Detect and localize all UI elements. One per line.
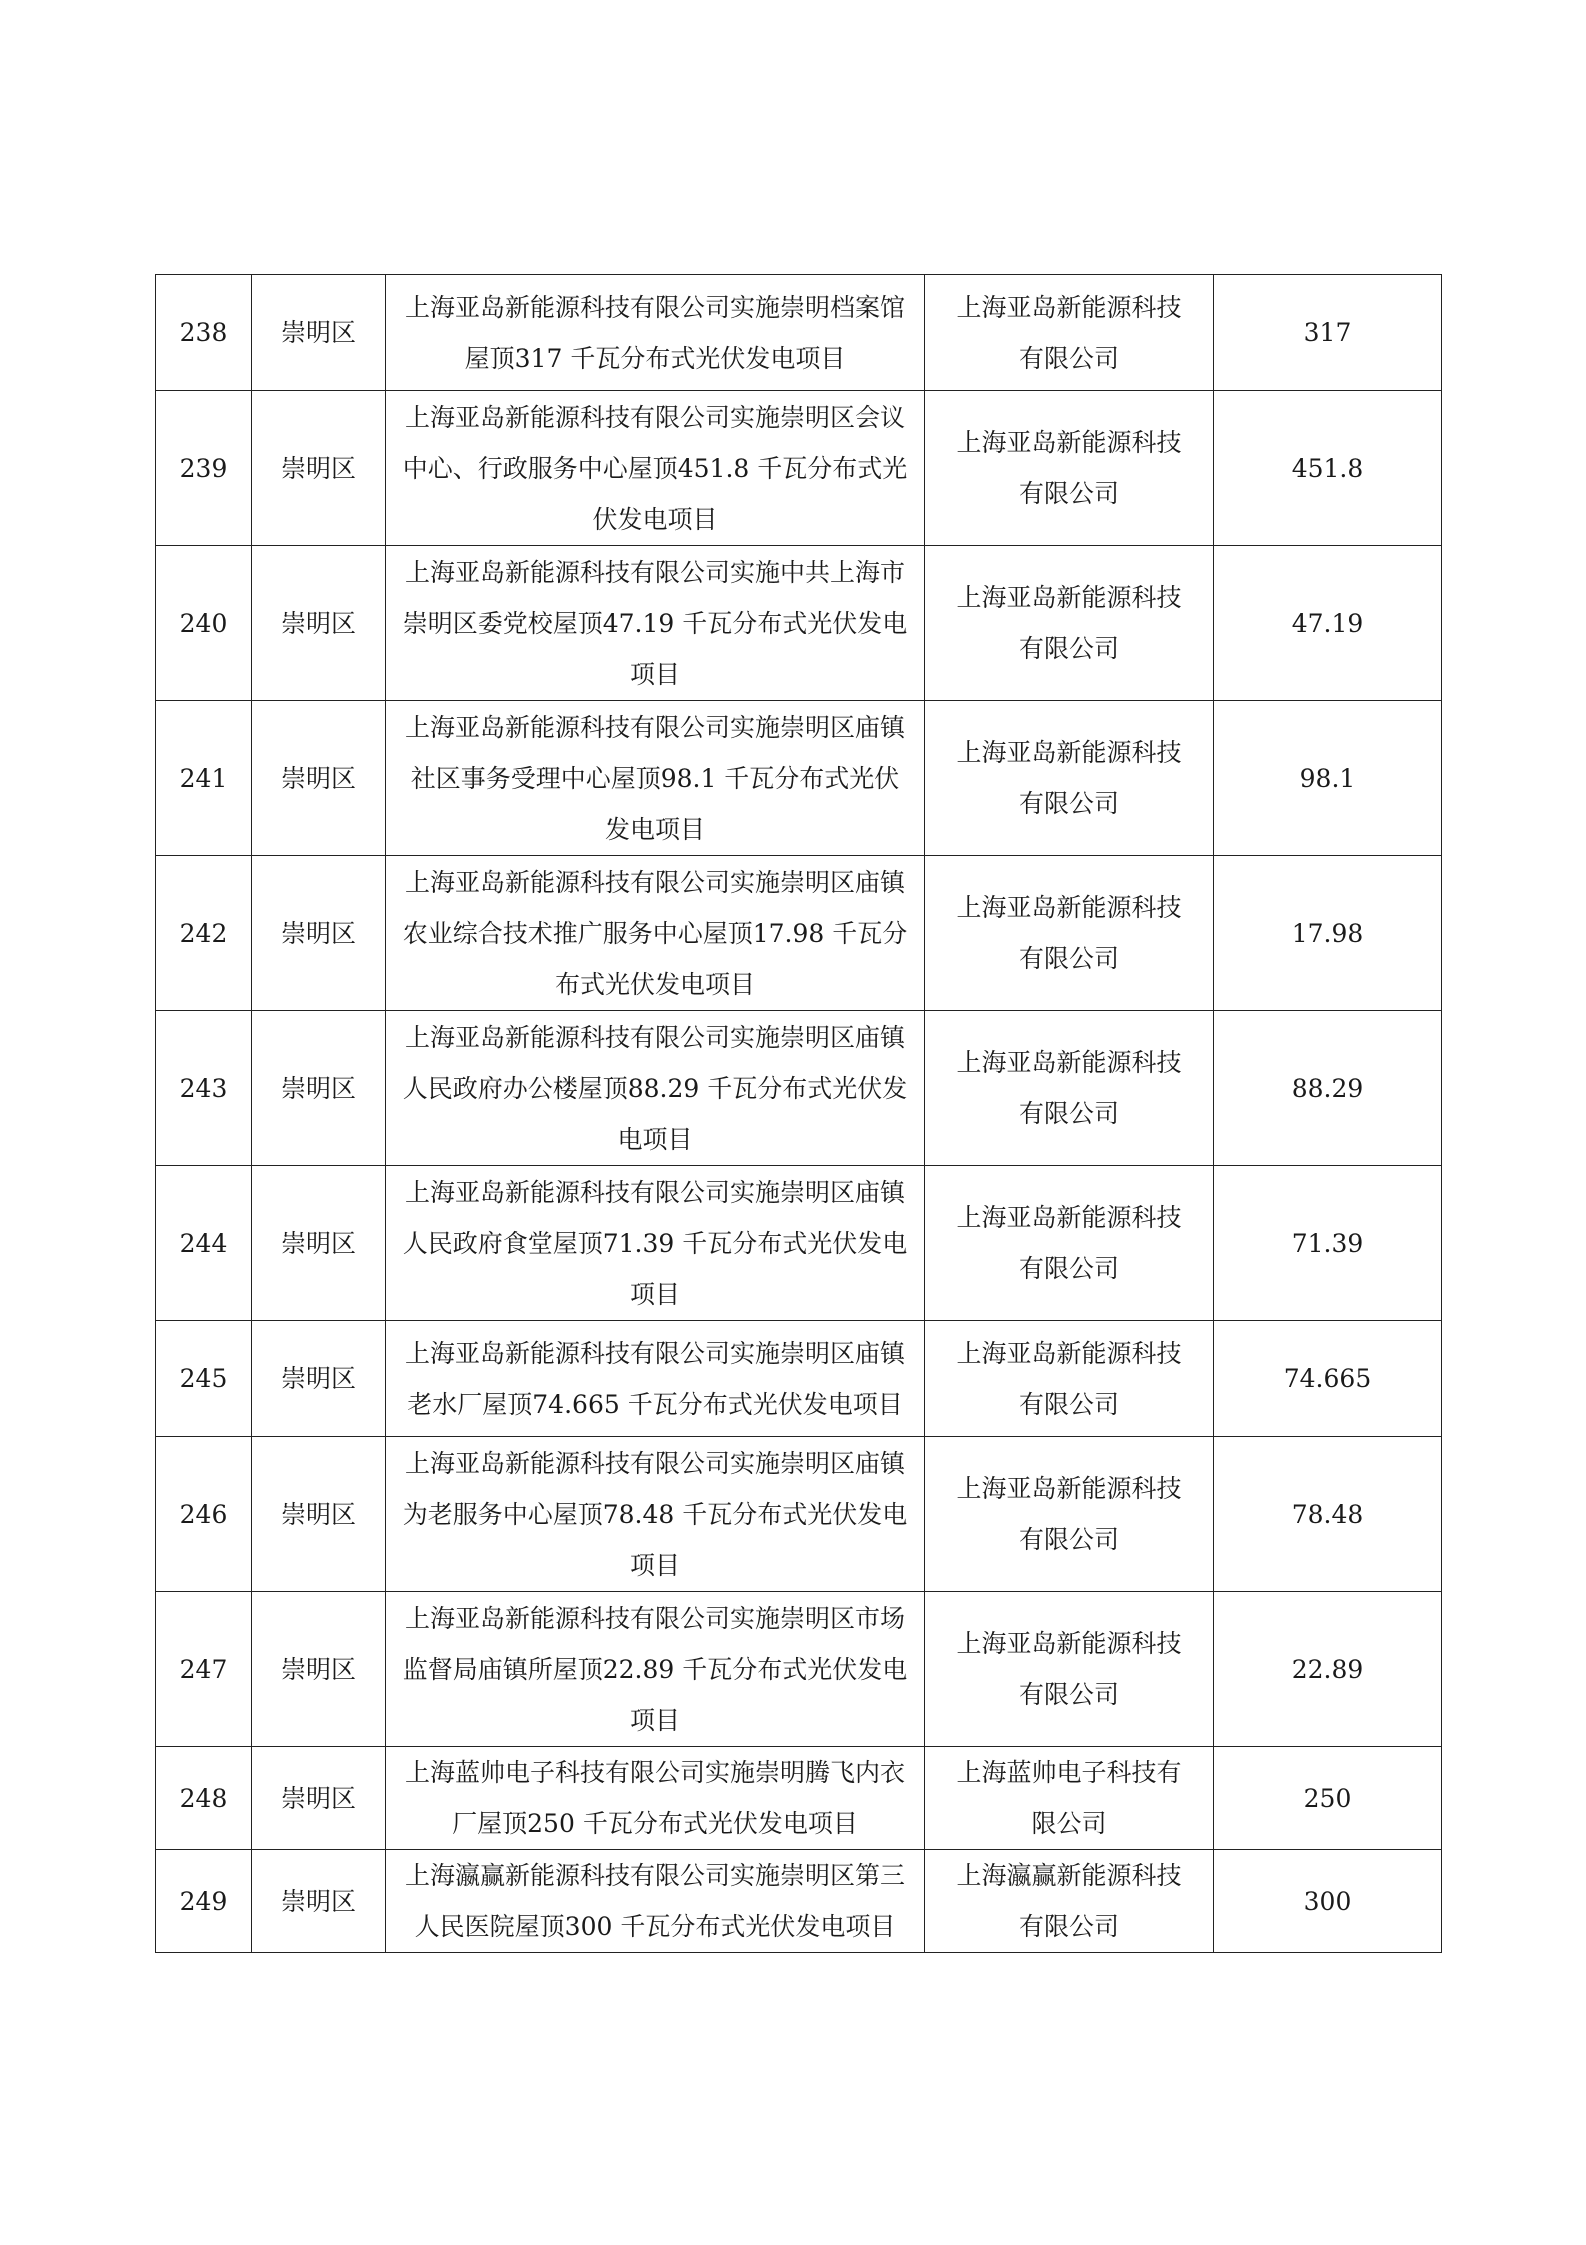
project-name-cell: 上海亚岛新能源科技有限公司实施崇明区庙镇人民政府办公楼屋顶88.29 千瓦分布式光伏发电项目 [386, 1011, 925, 1166]
capacity-cell: 451.8 [1214, 391, 1442, 546]
district-cell: 崇明区 [252, 391, 386, 546]
owner-cell: 上海亚岛新能源科技有限公司 [925, 391, 1214, 546]
capacity-cell: 47.19 [1214, 546, 1442, 701]
table-row [156, 1747, 1442, 1850]
project-table-body [156, 275, 1442, 1953]
row-number: 246 [156, 1437, 252, 1592]
row-number: 244 [156, 1166, 252, 1321]
row-number: 240 [156, 546, 252, 701]
district-cell: 崇明区 [252, 1592, 386, 1747]
table-row [156, 1166, 1442, 1321]
project-table [155, 274, 1442, 1953]
capacity-cell: 88.29 [1214, 1011, 1442, 1166]
district-cell: 崇明区 [252, 1166, 386, 1321]
table-row [156, 856, 1442, 1011]
table-row [156, 1321, 1442, 1437]
project-name-cell: 上海亚岛新能源科技有限公司实施崇明区庙镇人民政府食堂屋顶71.39 千瓦分布式光伏发电项目 [386, 1166, 925, 1321]
table-row [156, 701, 1442, 856]
row-number: 241 [156, 701, 252, 856]
district-cell: 崇明区 [252, 1747, 386, 1850]
district-cell: 崇明区 [252, 546, 386, 701]
row-number: 243 [156, 1011, 252, 1166]
district-cell: 崇明区 [252, 1011, 386, 1166]
capacity-cell: 250 [1214, 1747, 1442, 1850]
table-row [156, 1437, 1442, 1592]
owner-cell: 上海亚岛新能源科技有限公司 [925, 1011, 1214, 1166]
capacity-cell: 74.665 [1214, 1321, 1442, 1437]
owner-cell: 上海蓝帅电子科技有限公司 [925, 1747, 1214, 1850]
project-name-cell: 上海蓝帅电子科技有限公司实施崇明腾飞内衣厂屋顶250 千瓦分布式光伏发电项目 [386, 1747, 925, 1850]
project-name-cell: 上海亚岛新能源科技有限公司实施崇明区庙镇农业综合技术推广服务中心屋顶17.98 千瓦分布式光伏发电项目 [386, 856, 925, 1011]
project-name-cell: 上海亚岛新能源科技有限公司实施中共上海市崇明区委党校屋顶47.19 千瓦分布式光伏发电项目 [386, 546, 925, 701]
table-row [156, 1011, 1442, 1166]
district-cell: 崇明区 [252, 701, 386, 856]
owner-cell: 上海亚岛新能源科技有限公司 [925, 1592, 1214, 1747]
capacity-cell: 300 [1214, 1850, 1442, 1953]
owner-cell: 上海亚岛新能源科技有限公司 [925, 546, 1214, 701]
project-name-cell: 上海亚岛新能源科技有限公司实施崇明区市场监督局庙镇所屋顶22.89 千瓦分布式光伏发电项目 [386, 1592, 925, 1747]
project-name-cell: 上海亚岛新能源科技有限公司实施崇明档案馆屋顶317 千瓦分布式光伏发电项目 [386, 275, 925, 391]
project-name-cell: 上海瀛赢新能源科技有限公司实施崇明区第三人民医院屋顶300 千瓦分布式光伏发电项目 [386, 1850, 925, 1953]
project-name-cell: 上海亚岛新能源科技有限公司实施崇明区会议中心、行政服务中心屋顶451.8 千瓦分布式光伏发电项目 [386, 391, 925, 546]
table-row [156, 1592, 1442, 1747]
row-number: 247 [156, 1592, 252, 1747]
capacity-cell: 78.48 [1214, 1437, 1442, 1592]
project-name-cell: 上海亚岛新能源科技有限公司实施崇明区庙镇社区事务受理中心屋顶98.1 千瓦分布式光伏发电项目 [386, 701, 925, 856]
capacity-cell: 98.1 [1214, 701, 1442, 856]
capacity-cell: 71.39 [1214, 1166, 1442, 1321]
table-row [156, 275, 1442, 391]
district-cell: 崇明区 [252, 1437, 386, 1592]
project-name-cell: 上海亚岛新能源科技有限公司实施崇明区庙镇为老服务中心屋顶78.48 千瓦分布式光伏发电项目 [386, 1437, 925, 1592]
owner-cell: 上海亚岛新能源科技有限公司 [925, 1321, 1214, 1437]
table-row [156, 1850, 1442, 1953]
owner-cell: 上海亚岛新能源科技有限公司 [925, 275, 1214, 391]
row-number: 238 [156, 275, 252, 391]
owner-cell: 上海亚岛新能源科技有限公司 [925, 1166, 1214, 1321]
owner-cell: 上海瀛赢新能源科技有限公司 [925, 1850, 1214, 1953]
row-number: 242 [156, 856, 252, 1011]
row-number: 239 [156, 391, 252, 546]
owner-cell: 上海亚岛新能源科技有限公司 [925, 856, 1214, 1011]
capacity-cell: 22.89 [1214, 1592, 1442, 1747]
capacity-cell: 17.98 [1214, 856, 1442, 1011]
table-row [156, 391, 1442, 546]
row-number: 245 [156, 1321, 252, 1437]
row-number: 248 [156, 1747, 252, 1850]
owner-cell: 上海亚岛新能源科技有限公司 [925, 1437, 1214, 1592]
owner-cell: 上海亚岛新能源科技有限公司 [925, 701, 1214, 856]
table-row [156, 546, 1442, 701]
district-cell: 崇明区 [252, 856, 386, 1011]
district-cell: 崇明区 [252, 275, 386, 391]
row-number: 249 [156, 1850, 252, 1953]
district-cell: 崇明区 [252, 1850, 386, 1953]
project-name-cell: 上海亚岛新能源科技有限公司实施崇明区庙镇老水厂屋顶74.665 千瓦分布式光伏发电项目 [386, 1321, 925, 1437]
capacity-cell: 317 [1214, 275, 1442, 391]
district-cell: 崇明区 [252, 1321, 386, 1437]
